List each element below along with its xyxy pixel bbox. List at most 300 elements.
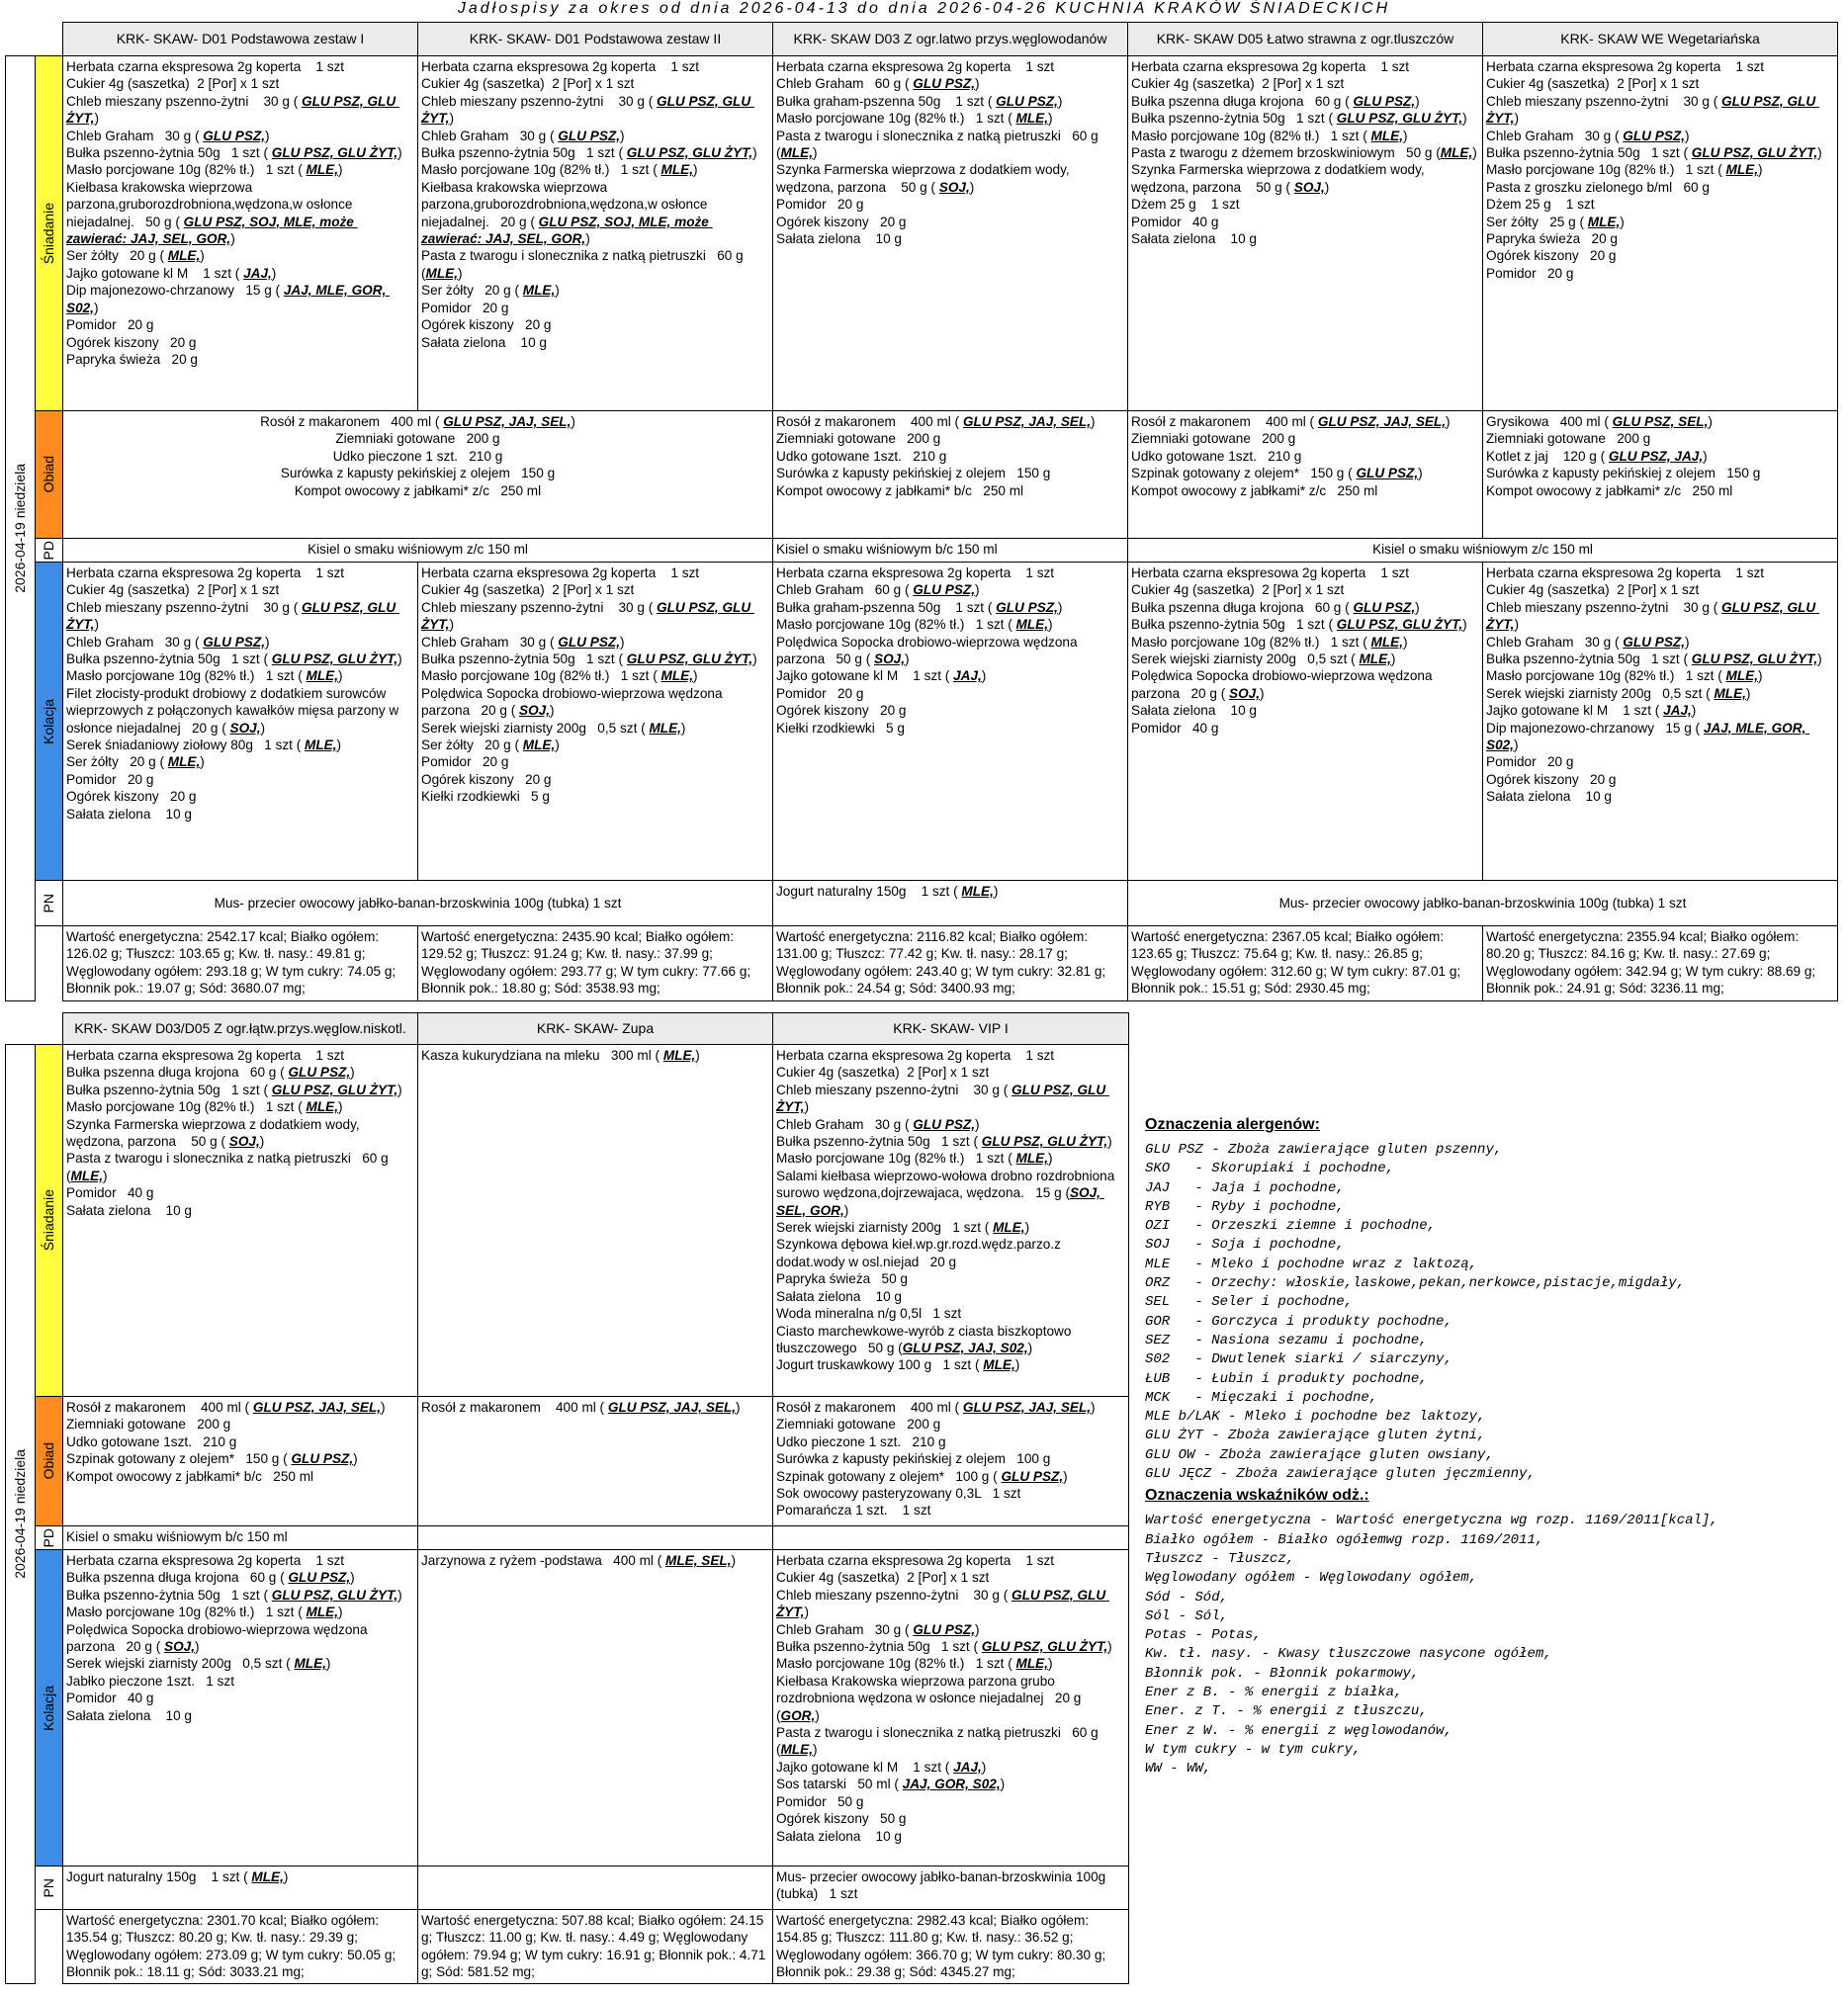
menu-item: Jogurt naturalny 150g 1 szt ( MLE,) [66,1869,289,1884]
allergen-codes: MLE, [522,738,556,753]
allergen-codes: JAJ, [953,668,982,684]
menu-item: Ziemniaki gotowane 200 g [1486,431,1651,447]
column-header: KRK- SKAW- Zupa [418,1013,773,1045]
allergen-codes: MLE, [983,1357,1015,1373]
menu-item: Cukier 4g (saszetka) 2 [Por] x 1 szt [1486,582,1700,598]
menu-item: Udko pieczone 1 szt. 210 g [332,448,503,464]
menu-item: Herbata czarna ekspresowa 2g koperta 1 szt [776,1048,1055,1063]
menu-item: Herbata czarna ekspresowa 2g koperta 1 szt [1486,59,1765,74]
menu-item: Sałata zielona 10 g [66,806,192,822]
menu-item: Szynka Farmerska wieprzowa z dodatkiem wody, wędzona, parzona 50 g ( SOJ,) [1131,162,1429,195]
allergen-codes: JAJ, [243,265,272,281]
menu-item: Serek wiejski ziarnisty 200g 1 szt ( MLE,) [776,1220,1030,1236]
menu-item: Szynka Farmerska wieprzowa z dodatkiem wody, wędzona, parzona 50 g ( SOJ,) [66,1116,364,1150]
menu-item: Papryka świeża 20 g [66,351,198,367]
menu-item: Sałata zielona 10 g [66,1707,192,1723]
menu-item: Chleb mieszany pszenno-żytni 30 g ( GLU PSZ, GLU ŻYT,) [421,599,754,633]
menu-item: Ser żółty 20 g ( MLE,) [66,754,205,770]
column-header: KRK- SKAW D05 Łatwo strawna z ogr.tluszczów [1128,23,1483,56]
allergen-codes: GLU PSZ, [996,599,1058,615]
menu-item: Sałata zielona 10 g [66,1202,192,1218]
nutrition-summary: Wartość energetyczna: 2116.82 kcal; Białko ogółem: 131.00 g; Tłuszcz: 77.42 g; Kw. tł. nasy.: 28.17 g; Węglowodany ogółem: 243.40 g; W tym cukry: 32.81 g; Błonnik pok.: 24.54 g; Sód: 3400.93 mg; [773,926,1128,1001]
allergen-codes: MLE, [305,738,337,753]
allergen-codes: GLU PSZ, GLU ŻYT, [271,1587,398,1603]
menu-item: Sałata zielona 10 g [776,1828,902,1844]
allergen-codes: MLE, [1359,651,1391,667]
legend-entry: Ener z B. - % energii z białka, [1145,1685,1403,1701]
allergen-codes: GLU PSZ, [1001,1468,1064,1484]
allergen-codes: MLE, [167,754,201,770]
menu-item: Bułka pszenno-żytnia 50g 1 szt ( GLU PSZ, GLU ŻYT,) [421,651,757,667]
allergen-codes: MLE, [306,668,339,684]
menu-item: Pomidor 40 g [1131,720,1219,736]
menu-item: Surówka z kapusty pekińskiej z olejem 150 g [776,466,1051,481]
menu-item: Pasta z groszku zielonego b/ml 60 g [1486,179,1710,195]
menu-cell [1483,56,1838,411]
menu-item: Masło porcjowane 10g (82% tł.) 1 szt ( MLE,) [1131,634,1408,650]
legend-entry: Potas - Potas, [1145,1627,1262,1644]
allergen-codes: MLE, [961,884,994,899]
menu-cell [418,1526,773,1550]
menu-item: Udko gotowane 1szt. 210 g [776,448,947,464]
menu-item: Serek wiejski ziarnisty 200g 0,5 szt ( MLE,) [1486,685,1751,701]
menu-item: Jajko gotowane kl M 1 szt ( JAJ,) [1486,703,1697,719]
allergen-codes: MLE, [660,162,694,178]
menu-item: Rosół z makaronem 400 ml ( GLU PSZ, JAJ, SEL,) [1131,414,1451,429]
legend-entry: JAJ - Jaja i pochodne, [1145,1179,1345,1196]
allergen-codes: GLU PSZ, GLU ŻYT, [1336,617,1463,633]
menu-item: Pomidor 20 g [66,317,154,333]
menu-item: Bułka pszenno-żytnia 50g 1 szt ( GLU PSZ, GLU ŻYT,) [66,145,402,161]
menu-item: Masło porcjowane 10g (82% tł.) 1 szt ( MLE,) [66,1099,343,1115]
menu-item: Salami kiełbasa wieprzowo-wołowa drobno rozdrobniona surowo wędzona,dojrzewajaca, wędzona. 15 g (SOJ, SEL, GOR,) [776,1168,1119,1218]
menu-item: Ser żółty 20 g ( MLE,) [421,283,560,299]
allergen-codes: GLU PSZ, [288,1065,351,1081]
allergen-codes: SOJ, [938,179,970,195]
allergen-codes: GLU PSZ, [558,634,620,650]
menu-item: Ogórek kiszony 20 g [421,317,552,333]
allergen-codes: GLU PSZ, [1623,128,1685,143]
menu-item: Herbata czarna ekspresowa 2g koperta 1 szt [1131,59,1410,74]
menu-cell [1128,56,1483,411]
menu-item: Ogórek kiszony 20 g [1486,771,1617,787]
menu-item: Chleb Graham 30 g ( GLU PSZ,) [66,634,270,650]
allergen-codes: JAJ, MLE, GOR, S02, [66,283,391,315]
menu-item: Chleb Graham 30 g ( GLU PSZ,) [66,128,270,143]
menu-cell [418,1397,773,1526]
menu-item: Ziemniaki gotowane 200 g [776,1417,941,1433]
allergen-codes: GLU PSZ, GLU ŻYT, [981,1639,1108,1655]
allergen-codes: SOJ, SEL, GOR, [776,1185,1104,1218]
column-header: KRK- SKAW- D01 Podstawowa zestaw I [63,23,418,56]
allergen-codes: MLE, [294,1656,326,1672]
menu-item: Ogórek kiszony 20 g [66,789,197,805]
allergen-codes: JAJ, [953,1759,982,1775]
column-header: KRK- SKAW WE Wegetariańska [1483,23,1838,56]
menu-item: Bułka pszenno-żytnia 50g 1 szt ( GLU PSZ, GLU ŻYT,) [776,1134,1112,1150]
meal-label-pn: PN [36,1867,63,1910]
legend-entry: Ener z W. - % energii z węglowodanów, [1145,1722,1452,1739]
menu-item: Szpinak gotowany z olejem* 150 g ( GLU PSZ,) [66,1451,358,1467]
legend-entry: Wartość energetyczna - Wartość energetyczna wg rozp. 1169/2011[kcal], [1145,1513,1718,1529]
legend-entry: Ener. z T. - % energii z tłuszczu, [1145,1703,1428,1720]
allergen-codes: MLE, [306,162,339,178]
allergen-codes: GLU PSZ, JAJ, SEL, [443,414,572,429]
menu-item: Chleb Graham 30 g ( GLU PSZ,) [1486,128,1690,143]
allergen-codes: MLE, [1587,214,1621,229]
menu-item: Bułka pszenno-żytnia 50g 1 szt ( GLU PSZ, GLU ŻYT,) [1131,111,1467,127]
legend-entry: W tym cukry - w tym cukry, [1145,1741,1362,1758]
allergen-codes: SOJ, [874,651,905,667]
allergen-codes: MLE, [780,145,814,161]
menu-item: Kasza kukurydziana na mleku 300 ml ( MLE,) [421,1048,700,1063]
menu-item: Papryka świeża 50 g [776,1271,908,1287]
legend-entry: GLU PSZ - Zboża zawierające gluten pszenny, [1145,1142,1503,1158]
nutrition-summary: Wartość energetyczna: 507.88 kcal; Białko ogółem: 24.15 g; Tłuszcz: 11.00 g; Kw. tł. nasy.: 4.49 g; Węglowodany ogółem: 79.94 g; W tym cukry: 16.91 g; Błonnik pok.: 4.71 g; Sód: 581.52 mg; [418,1910,773,1984]
menu-item: Masło porcjowane 10g (82% tł.) 1 szt ( MLE,) [776,617,1053,633]
menu-item: Pomidor 40 g [66,1691,154,1706]
legend-entry: ŁUB - Łubin i produkty pochodne, [1145,1370,1428,1387]
legend-entry: RYB - Ryby i pochodne, [1145,1198,1345,1215]
menu-item: Herbata czarna ekspresowa 2g koperta 1 szt [776,59,1055,74]
legend-entry: MCK - Mięczaki i pochodne, [1145,1389,1378,1406]
menu-item: Szpinak gotowany z olejem* 100 g ( GLU PSZ,) [776,1468,1068,1484]
menu-item: Masło porcjowane 10g (82% tł.) 1 szt ( MLE,) [776,111,1053,127]
legend-entry: Kw. tł. nasy. - Kwasy tłuszczowe nasycone ogółem, [1145,1646,1552,1663]
menu-item: Herbata czarna ekspresowa 2g koperta 1 szt [1131,565,1410,580]
legend-entry: GLU OW - Zboża zawierające gluten owsiany, [1145,1446,1494,1463]
menu-item: Jogurt naturalny 150g 1 szt ( MLE,) [776,884,999,899]
allergen-codes: MLE, [251,1869,284,1884]
menu-item: Bułka pszenno-żytnia 50g 1 szt ( GLU PSZ, GLU ŻYT,) [66,651,402,667]
menu-cell: Mus- przecier owocowy jabłko-banan-brzoskwinia 100g (tubka) 1 szt [1128,881,1838,926]
menu-item: Kiełbasa krakowska wieprzowa parzona,gruborozdrobniona,wędzona,w osłonce niejadalnej. 50 g ( GLU PSZ, SOJ, MLE, może zawierać: JAJ, SEL, GOR,) [66,179,358,247]
menu-item: Chleb Graham 60 g ( GLU PSZ,) [776,76,980,92]
menu-item: Cukier 4g (saszetka) 2 [Por] x 1 szt [1131,76,1345,92]
menu-item: Jajko gotowane kl M 1 szt ( JAJ,) [776,1759,987,1775]
allergen-codes: GLU PSZ, GLU ŻYT, [626,145,753,161]
menu-item: Ciasto marchewkowe-wyrób z ciasta biszkoptowo tłuszczowego 50 g (GLU PSZ, JAJ, S02,) [776,1323,1076,1355]
menu-item: Bułka pszenno-żytnia 50g 1 szt ( GLU PSZ, GLU ŻYT,) [1486,651,1822,667]
nutrition-summary: Wartość energetyczna: 2982.43 kcal; Białko ogółem: 154.85 g; Tłuszcz: 111.80 g; Kw. tł. nasy.: 36.52 g; Węglowodany ogółem: 366.70 g; W tym cukry: 80.30 g; Błonnik pok.: 29.38 g; Sód: 4345.27 mg; [773,1910,1129,1984]
legend-entry: WW - WW, [1145,1761,1212,1778]
menu-item: Ziemniaki gotowane 200 g [776,431,941,447]
menu-item: Woda mineralna n/g 0,5l 1 szt [776,1306,962,1322]
menu-item: Bułka pszenno-żytnia 50g 1 szt ( GLU PSZ, GLU ŻYT,) [1131,617,1467,633]
menu-item: Bułka pszenno-żytnia 50g 1 szt ( GLU PSZ, GLU ŻYT,) [66,1082,402,1097]
allergen-codes: SOJ, [519,703,550,719]
menu-cell [773,56,1128,411]
menu-item: Herbata czarna ekspresowa 2g koperta 1 szt [421,565,700,580]
menu-cell [63,56,418,411]
menu-item: Mus- przecier owocowy jabłko-banan-brzoskwinia 100g (tubka) 1 szt [776,1869,1109,1902]
allergen-codes: MLE, [780,1742,814,1758]
allergen-codes: GLU PSZ, [1623,634,1685,650]
menu-item: Ser żółty 20 g ( MLE,) [421,738,560,753]
menu-item: Szpinak gotowany z olejem* 150 g ( GLU PSZ,) [1131,466,1423,481]
menu-item: Herbata czarna ekspresowa 2g koperta 1 szt [421,59,700,74]
legend-entry: Tłuszcz - Tłuszcz, [1145,1550,1295,1567]
allergen-codes: GLU PSZ, JAJ, S02, [902,1340,1028,1355]
menu-item: Szynkowa dębowa kieł.wp.gr.rozd.wędz.parzo.z dodat.wody w osl.niejad 20 g [776,1237,1065,1269]
menu-item: Herbata czarna ekspresowa 2g koperta 1 szt [776,565,1055,580]
legend-entry: Błonnik pok. - Błonnik pokarmowy, [1145,1665,1420,1682]
allergen-codes: GLU PSZ, [1353,93,1416,109]
menu-item: Surówka z kapusty pekińskiej z olejem 100 g [776,1451,1051,1467]
menu-item: Cukier 4g (saszetka) 2 [Por] x 1 szt [66,582,280,598]
legend-entry: GOR - Gorczyca i produkty pochodne, [1145,1313,1452,1330]
allergen-codes: MLE, [425,265,459,281]
page-title: Jadłospisy za okres od dnia 2026-04-13 do dnia 2026-04-26 KUCHNIA KRAKÓW ŚNIADECKICH [457,0,1391,17]
menu-item: Rosół z makaronem 400 ml ( GLU PSZ, JAJ, SEL,) [776,414,1096,429]
menu-item: Chleb mieszany pszenno-żytni 30 g ( GLU PSZ, GLU ŻYT,) [66,93,399,127]
allergen-codes: GLU PSZ, [913,582,975,598]
column-header: KRK- SKAW D03 Z ogr.latwo przys.węglowodanów [773,23,1128,56]
allergen-codes: GLU PSZ, [1353,599,1416,615]
menu-item: Masło porcjowane 10g (82% tł.) 1 szt ( MLE,) [1486,668,1763,684]
menu-item: Chleb Graham 30 g ( GLU PSZ,) [421,128,625,143]
menu-cell [418,563,773,881]
menu-cell [773,1397,1129,1526]
menu-item: Serek wiejski ziarnisty 200g 0,5 szt ( MLE,) [66,1656,331,1672]
allergen-codes: MLE, [522,283,556,299]
allergen-codes: MLE, [662,1048,696,1063]
allergen-codes: GLU PSZ, JAJ, [1608,448,1704,464]
menu-cell [418,56,773,411]
menu-cell [63,1045,418,1397]
menu-item: Polędwica Sopocka drobiowo-wieprzowa wędzona parzona 20 g ( SOJ,) [1131,668,1437,701]
menu-item: Herbata czarna ekspresowa 2g koperta 1 szt [66,59,345,74]
menu-cell [418,1867,773,1910]
meal-label-pd: PD [36,539,63,563]
allergen-codes: MLE, [1440,145,1473,161]
legend-entry: SKO - Skorupiaki i pochodne, [1145,1161,1395,1177]
menu-item: Bułka pszenna długa krojona 60 g ( GLU PSZ,) [1131,599,1420,615]
menu-item: Chleb Graham 30 g ( GLU PSZ,) [1486,634,1690,650]
allergen-codes: GOR, [780,1707,816,1723]
legend-entry: SEL - Seler i pochodne, [1145,1294,1354,1311]
allergen-codes: GLU PSZ, GLU ŻYT, [626,651,753,667]
menu-item: Kompot owocowy z jabłkami* b/c 250 ml [66,1468,314,1484]
legend-entry: SOJ - Soja i pochodne, [1145,1237,1345,1254]
menu-item: Kotlet z jaj 120 g ( GLU PSZ, JAJ,) [1486,448,1708,464]
menu-item: Chleb mieszany pszenno-żytni 30 g ( GLU PSZ, GLU ŻYT,) [776,1082,1109,1115]
menu-table-top [5,22,1838,1001]
legend-entry: Białko ogółem - Białko ogółemwg rozp. 1169/2011, [1145,1531,1544,1548]
menu-item: Pasta z twarogu i slonecznika z natką pietruszki 60 g (MLE,) [66,1151,393,1183]
allergen-codes: GLU PSZ, GLU ŻYT, [271,1082,398,1097]
legend-entry: Węglowodany ogółem - Węglowodany ogółem, [1145,1570,1478,1587]
allergen-codes: GLU PSZ, SOJ, MLE, może zawierać: JAJ, SEL, GOR, [66,214,358,247]
meal-label-obiad: Obiad [36,411,63,539]
legend-entry: GLU JĘCZ - Zboża zawierające gluten jęczmienny, [1145,1466,1536,1483]
menu-item: Sok owocowy pasteryzowany 0,3L 1 szt [776,1486,1021,1502]
menu-item: Jabłko pieczone 1szt. 1 szt [66,1673,235,1689]
allergen-codes: GLU PSZ, GLU ŻYT, [776,1587,1109,1620]
menu-item: Cukier 4g (saszetka) 2 [Por] x 1 szt [421,582,635,598]
meal-label-sniadanie: Śniadanie [36,56,63,411]
allergen-codes: MLE, [1370,128,1404,143]
menu-cell [63,1867,418,1910]
menu-item: Kiełbasa krakowska wieprzowa parzona,gruborozdrobniona,wędzona,w osłonce niejadalnej. 20 g ( GLU PSZ, SOJ, MLE, może zawierać: JAJ, SEL, GOR,) [421,179,713,247]
menu-item: Herbata czarna ekspresowa 2g koperta 1 szt [1486,565,1765,580]
allergen-codes: MLE, SEL, [665,1553,732,1568]
allergen-codes: GLU PSZ, GLU ŻYT, [421,599,754,633]
menu-item: Pomidor 20 g [776,685,864,701]
legend-entry: MLE b/LAK - Mleko i pochodne bez laktozy, [1145,1409,1486,1426]
menu-item: Pomidor 20 g [421,754,509,770]
menu-item: Ziemniaki gotowane 200 g [1131,431,1296,447]
menu-item: Ogórek kiszony 20 g [776,214,907,229]
menu-cell [63,1550,418,1867]
menu-cell [773,881,1128,926]
menu-item: Ser żółty 25 g ( MLE,) [1486,214,1625,229]
menu-item: Sałata zielona 10 g [776,231,902,247]
allergen-codes: MLE, [1714,685,1746,701]
menu-cell [63,563,418,881]
menu-item: Serek wiejski ziarnisty 200g 0,5 szt ( MLE,) [421,720,686,736]
allergen-codes: GLU PSZ, GLU ŻYT, [1336,111,1463,127]
menu-item: Ogórek kiszony 20 g [1486,248,1617,264]
allergens-title: Oznaczenia alergenów: [1145,1116,1320,1133]
menu-item: Serek wiejski ziarnisty 200g 0,5 szt ( MLE,) [1131,651,1396,667]
menu-item: Chleb Graham 30 g ( GLU PSZ,) [776,1116,980,1132]
meal-label-kolacja: Kolacja [36,1550,63,1867]
legend-entry: SEZ - Nasiona sezamu i pochodne, [1145,1332,1428,1348]
legend-entry: S02 - Dwutlenek siarki / siarczyny, [1145,1351,1452,1368]
menu-item: Masło porcjowane 10g (82% tł.) 1 szt ( MLE,) [1131,128,1408,143]
menu-item: Pomidor 40 g [1131,214,1219,229]
menu-item: Chleb Graham 60 g ( GLU PSZ,) [776,582,980,598]
menu-item: Udko gotowane 1szt. 210 g [66,1433,237,1449]
menu-item: Filet złocisty-produkt drobiowy z dodatkiem surowców wieprzowych z połączonych kawałków mięsa parzony w osłonce niejadalnej 20 g ( SOJ,) [66,685,402,736]
menu-item: Masło porcjowane 10g (82% tł.) 1 szt ( MLE,) [1486,162,1763,178]
menu-item: Bułka graham-pszenna 50g 1 szt ( GLU PSZ,) [776,93,1063,109]
menu-item: Bułka pszenno-żytnia 50g 1 szt ( GLU PSZ, GLU ŻYT,) [776,1639,1112,1655]
menu-item: Bułka graham-pszenna 50g 1 szt ( GLU PSZ,) [776,599,1063,615]
menu-item: Cukier 4g (saszetka) 2 [Por] x 1 szt [1486,76,1700,92]
menu-cell [773,1045,1129,1397]
menu-item: Pasta z twarogu z dżemem brzoskwiniowym 50 g (MLE,) [1131,145,1477,161]
menu-item: Rosół z makaronem 400 ml ( GLU PSZ, JAJ, SEL,) [421,1400,741,1415]
menu-table-bottom [5,1012,1129,1984]
menu-item: Sałata zielona 10 g [776,1288,902,1304]
menu-cell [1483,411,1838,539]
menu-item: Pomarańcza 1 szt. 1 szt [776,1503,931,1519]
allergen-codes: JAJ, GOR, S02, [902,1777,1001,1792]
menu-item: Kiełbasa Krakowska wieprzowa parzona grubo rozdrobniona wędzona w osłonce niejadalnej 20 g (GOR,) [776,1673,1086,1723]
menu-item: Masło porcjowane 10g (82% tł.) 1 szt ( MLE,) [421,162,698,178]
menu-item: Pomidor 20 g [421,300,509,315]
menu-cell [773,1550,1129,1867]
allergen-codes: GLU PSZ, GLU ŻYT, [66,599,399,633]
menu-item: Bułka pszenno-żytnia 50g 1 szt ( GLU PSZ, GLU ŻYT,) [1486,145,1822,161]
allergen-codes: GLU PSZ, GLU ŻYT, [66,93,399,127]
menu-cell: Kisiel o smaku wiśniowym z/c 150 ml [63,539,773,563]
menu-item: Kompot owocowy z jabłkami* b/c 250 ml [776,482,1024,498]
allergen-codes: GLU PSZ, GLU ŻYT, [1691,651,1818,667]
menu-item: Sałata zielona 10 g [1131,703,1257,719]
allergen-codes: GLU PSZ, GLU ŻYT, [776,1082,1109,1115]
menu-item: Pasta z twarogu i slonecznika z natką pietruszki 60 g (MLE,) [776,128,1102,161]
menu-item: Dżem 25 g 1 szt [1131,197,1240,213]
menu-item: Chleb mieszany pszenno-żytni 30 g ( GLU PSZ, GLU ŻYT,) [421,93,754,127]
menu-item: Ogórek kiszony 20 g [421,771,552,787]
nutrition-summary: Wartość energetyczna: 2435.90 kcal; Białko ogółem: 129.52 g; Tłuszcz: 91.24 g; Kw. tł. nasy.: 37.99 g; Węglowodany ogółem: 293.77 g; W tym cukry: 77.66 g; Błonnik pok.: 18.80 g; Sód: 3538.93 mg; [418,926,773,1001]
allergen-codes: SOJ, [164,1639,195,1655]
menu-item: Jarzynowa z ryżem -podstawa 400 ml ( MLE, SEL,) [421,1553,737,1568]
menu-item: Chleb Graham 30 g ( GLU PSZ,) [776,1621,980,1637]
menu-item: Chleb mieszany pszenno-żytni 30 g ( GLU PSZ, GLU ŻYT,) [1486,93,1819,127]
nutrition-summary: Wartość energetyczna: 2355.94 kcal; Białko ogółem: 80.20 g; Tłuszcz: 84.16 g; Kw. tł. nasy.: 27.69 g; Węglowodany ogółem: 342.94 g; W tym cukry: 88.69 g; Błonnik pok.: 24.91 g; Sód: 3236.11 mg; [1483,926,1838,1001]
allergen-codes: GLU PSZ, SEL, [1612,414,1709,429]
allergen-codes: GLU PSZ, SOJ, MLE, może zawierać: JAJ, SEL, GOR, [421,214,713,247]
menu-item: Serek śniadaniowy ziołowy 80g 1 szt ( MLE,) [66,738,342,753]
allergen-codes: GLU PSZ, GLU ŻYT, [271,145,398,161]
menu-item: Sałata zielona 10 g [421,334,547,350]
menu-item: Surówka z kapusty pekińskiej z olejem 150 g [280,466,556,481]
menu-cell [1128,563,1483,881]
menu-item: Dip majonezowo-chrzanowy 15 g ( JAJ, MLE, GOR, S02,) [66,283,391,315]
menu-item: Surówka z kapusty pekińskiej z olejem 150 g [1486,466,1761,481]
menu-item: Szynka Farmerska wieprzowa z dodatkiem wody, wędzona, parzona 50 g ( SOJ,) [776,162,1074,195]
column-header: KRK- SKAW D03/D05 Z ogr.łątw.przys.węglow.niskotl. [63,1013,418,1045]
menu-item: Ziemniaki gotowane 200 g [335,431,500,447]
nutrition-summary: Wartość energetyczna: 2301.70 kcal; Białko ogółem: 135.54 g; Tłuszcz: 80.20 g; Kw. tł. nasy.: 29.39 g; Węglowodany ogółem: 273.09 g; W tym cukry: 50.05 g; Błonnik pok.: 18.11 g; Sód: 3033.21 mg; [63,1910,418,1984]
allergen-codes: MLE, [167,248,201,264]
menu-item: Kompot owocowy z jabłkami* z/c 250 ml [294,482,542,498]
menu-item: Chleb Graham 30 g ( GLU PSZ,) [421,634,625,650]
menu-item: Kompot owocowy z jabłkami* z/c 250 ml [1131,482,1378,498]
menu-cell [1128,411,1483,539]
allergen-codes: GLU PSZ, JAJ, SEL, [1317,414,1447,429]
menu-cell: Kisiel o smaku wiśniowym b/c 150 ml [63,1526,418,1550]
allergen-codes: MLE, [1725,162,1759,178]
menu-item: Sałata zielona 10 g [1131,231,1257,247]
menu-item: Pasta z twarogu i slonecznika z natką pietruszki 60 g (MLE,) [421,248,748,281]
column-header: KRK- SKAW- D01 Podstawowa zestaw II [418,23,773,56]
menu-item: Chleb mieszany pszenno-żytni 30 g ( GLU PSZ, GLU ŻYT,) [776,1587,1109,1620]
menu-item: Pomidor 50 g [776,1793,864,1809]
menu-item: Polędwica Sopocka drobiowo-wieprzowa wędzona parzona 50 g ( SOJ,) [776,634,1082,667]
allergen-codes: GLU PSZ, [1356,466,1419,481]
allergen-codes: GLU PSZ, JAJ, SEL, [962,414,1092,429]
legend-entry: GLU ŻYT - Zboża zawierające gluten żytni, [1145,1428,1486,1444]
menu-item: Ogórek kiszony 20 g [776,703,907,719]
menu-item: Bułka pszenna długa krojona 60 g ( GLU PSZ,) [66,1065,355,1081]
menu-cell [773,1867,1129,1910]
allergen-codes: GLU PSZ, [288,1570,351,1586]
meal-label-kolacja: Kolacja [36,563,63,881]
menu-item: Cukier 4g (saszetka) 2 [Por] x 1 szt [421,76,635,92]
meal-label-obiad: Obiad [36,1397,63,1526]
allergen-codes: MLE, [1725,668,1759,684]
menu-item: Rosół z makaronem 400 ml ( GLU PSZ, JAJ, SEL,) [776,1400,1096,1415]
menu-item: Dip majonezowo-chrzanowy 15 g ( JAJ, MLE, GOR, S02,) [1486,720,1810,753]
menu-item: Bułka pszenno-żytnia 50g 1 szt ( GLU PSZ, GLU ŻYT,) [421,145,757,161]
menu-item: Udko gotowane 1szt. 210 g [1131,448,1302,464]
menu-item: Masło porcjowane 10g (82% tł.) 1 szt ( MLE,) [66,162,343,178]
menu-item: Herbata czarna ekspresowa 2g koperta 1 szt [66,565,345,580]
menu-item: Ziemniaki gotowane 200 g [66,1417,231,1433]
menu-item: Masło porcjowane 10g (82% tł.) 1 szt ( MLE,) [776,1151,1053,1167]
menu-item: Ogórek kiszony 20 g [66,334,197,350]
menu-item: Jogurt truskawkowy 100 g 1 szt ( MLE,) [776,1357,1020,1373]
menu-cell [418,1550,773,1867]
menu-item: Kiełki rzodkiewki 5 g [421,789,550,805]
menu-item: Pomidor 20 g [66,771,154,787]
legend-entry: MLE - Mleko i pochodne wraz z laktozą, [1145,1256,1478,1272]
